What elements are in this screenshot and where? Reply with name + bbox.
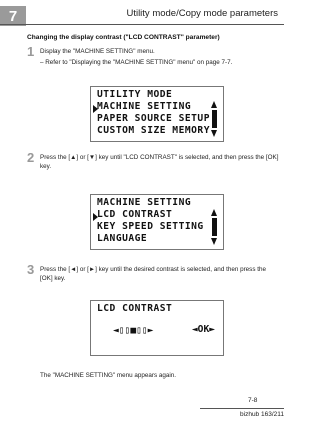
lcd-line: KEY SPEED SETTING [97,221,204,232]
footer-rule [200,408,284,409]
step-2-number: 2 [27,150,35,165]
step-1-number: 1 [27,44,35,59]
step-1-text: Display the "MACHINE SETTING" menu. [40,48,155,55]
step-3-text: Press the [◄] or [►] key until the desired contrast is selected, and then press the [OK] key. [40,266,266,282]
scroll-track [212,110,217,128]
lcd-line-selected: MACHINE SETTING [97,101,192,112]
lcd-line: PAPER SOURCE SETUP [97,113,210,124]
step-1-subtext: – Refer to "Displaying the "MACHINE SETTING" menu" on page 7-7. [40,59,233,66]
lcd-screen-machine-setting [90,194,224,250]
lcd-line-selected: LCD CONTRAST [97,209,173,220]
scroll-down-icon [211,130,217,137]
step-2-text: Press the [▲] or [▼] key until "LCD CONTRAST" is selected, and then press the [OK] key. [40,154,279,170]
scroll-up-icon [211,209,217,216]
lcd-line: LCD CONTRAST [97,303,173,314]
step-3-number: 3 [27,262,35,277]
section-heading: Changing the display contrast ("LCD CONTRAST" parameter) [27,34,220,41]
scroll-track [212,218,217,236]
scroll-up-icon [211,101,217,108]
footer-model: bizhub 163/211 [240,411,284,418]
lcd-line: CUSTOM SIZE MEMORY [97,125,210,136]
lcd-line: LANGUAGE [97,233,148,244]
final-note: The "MACHINE SETTING" menu appears again. [40,372,177,379]
lcd-screen-utility-mode [90,86,224,142]
scroll-down-icon [211,238,217,245]
scrollbar [211,209,218,245]
lcd-line: UTILITY MODE [97,89,173,100]
lcd-line: MACHINE SETTING [97,197,192,208]
scrollbar [211,101,218,137]
header-title: Utility mode/Copy mode parameters [126,8,278,19]
lcd-screen-lcd-contrast [90,300,224,356]
chapter-number: 7 [8,7,18,25]
header-rule [0,24,284,25]
ok-indicator: ◄OK► [191,324,215,335]
contrast-level-bar: ◄▯▯■▯▯► [113,325,154,336]
page-number: 7-8 [248,397,258,404]
